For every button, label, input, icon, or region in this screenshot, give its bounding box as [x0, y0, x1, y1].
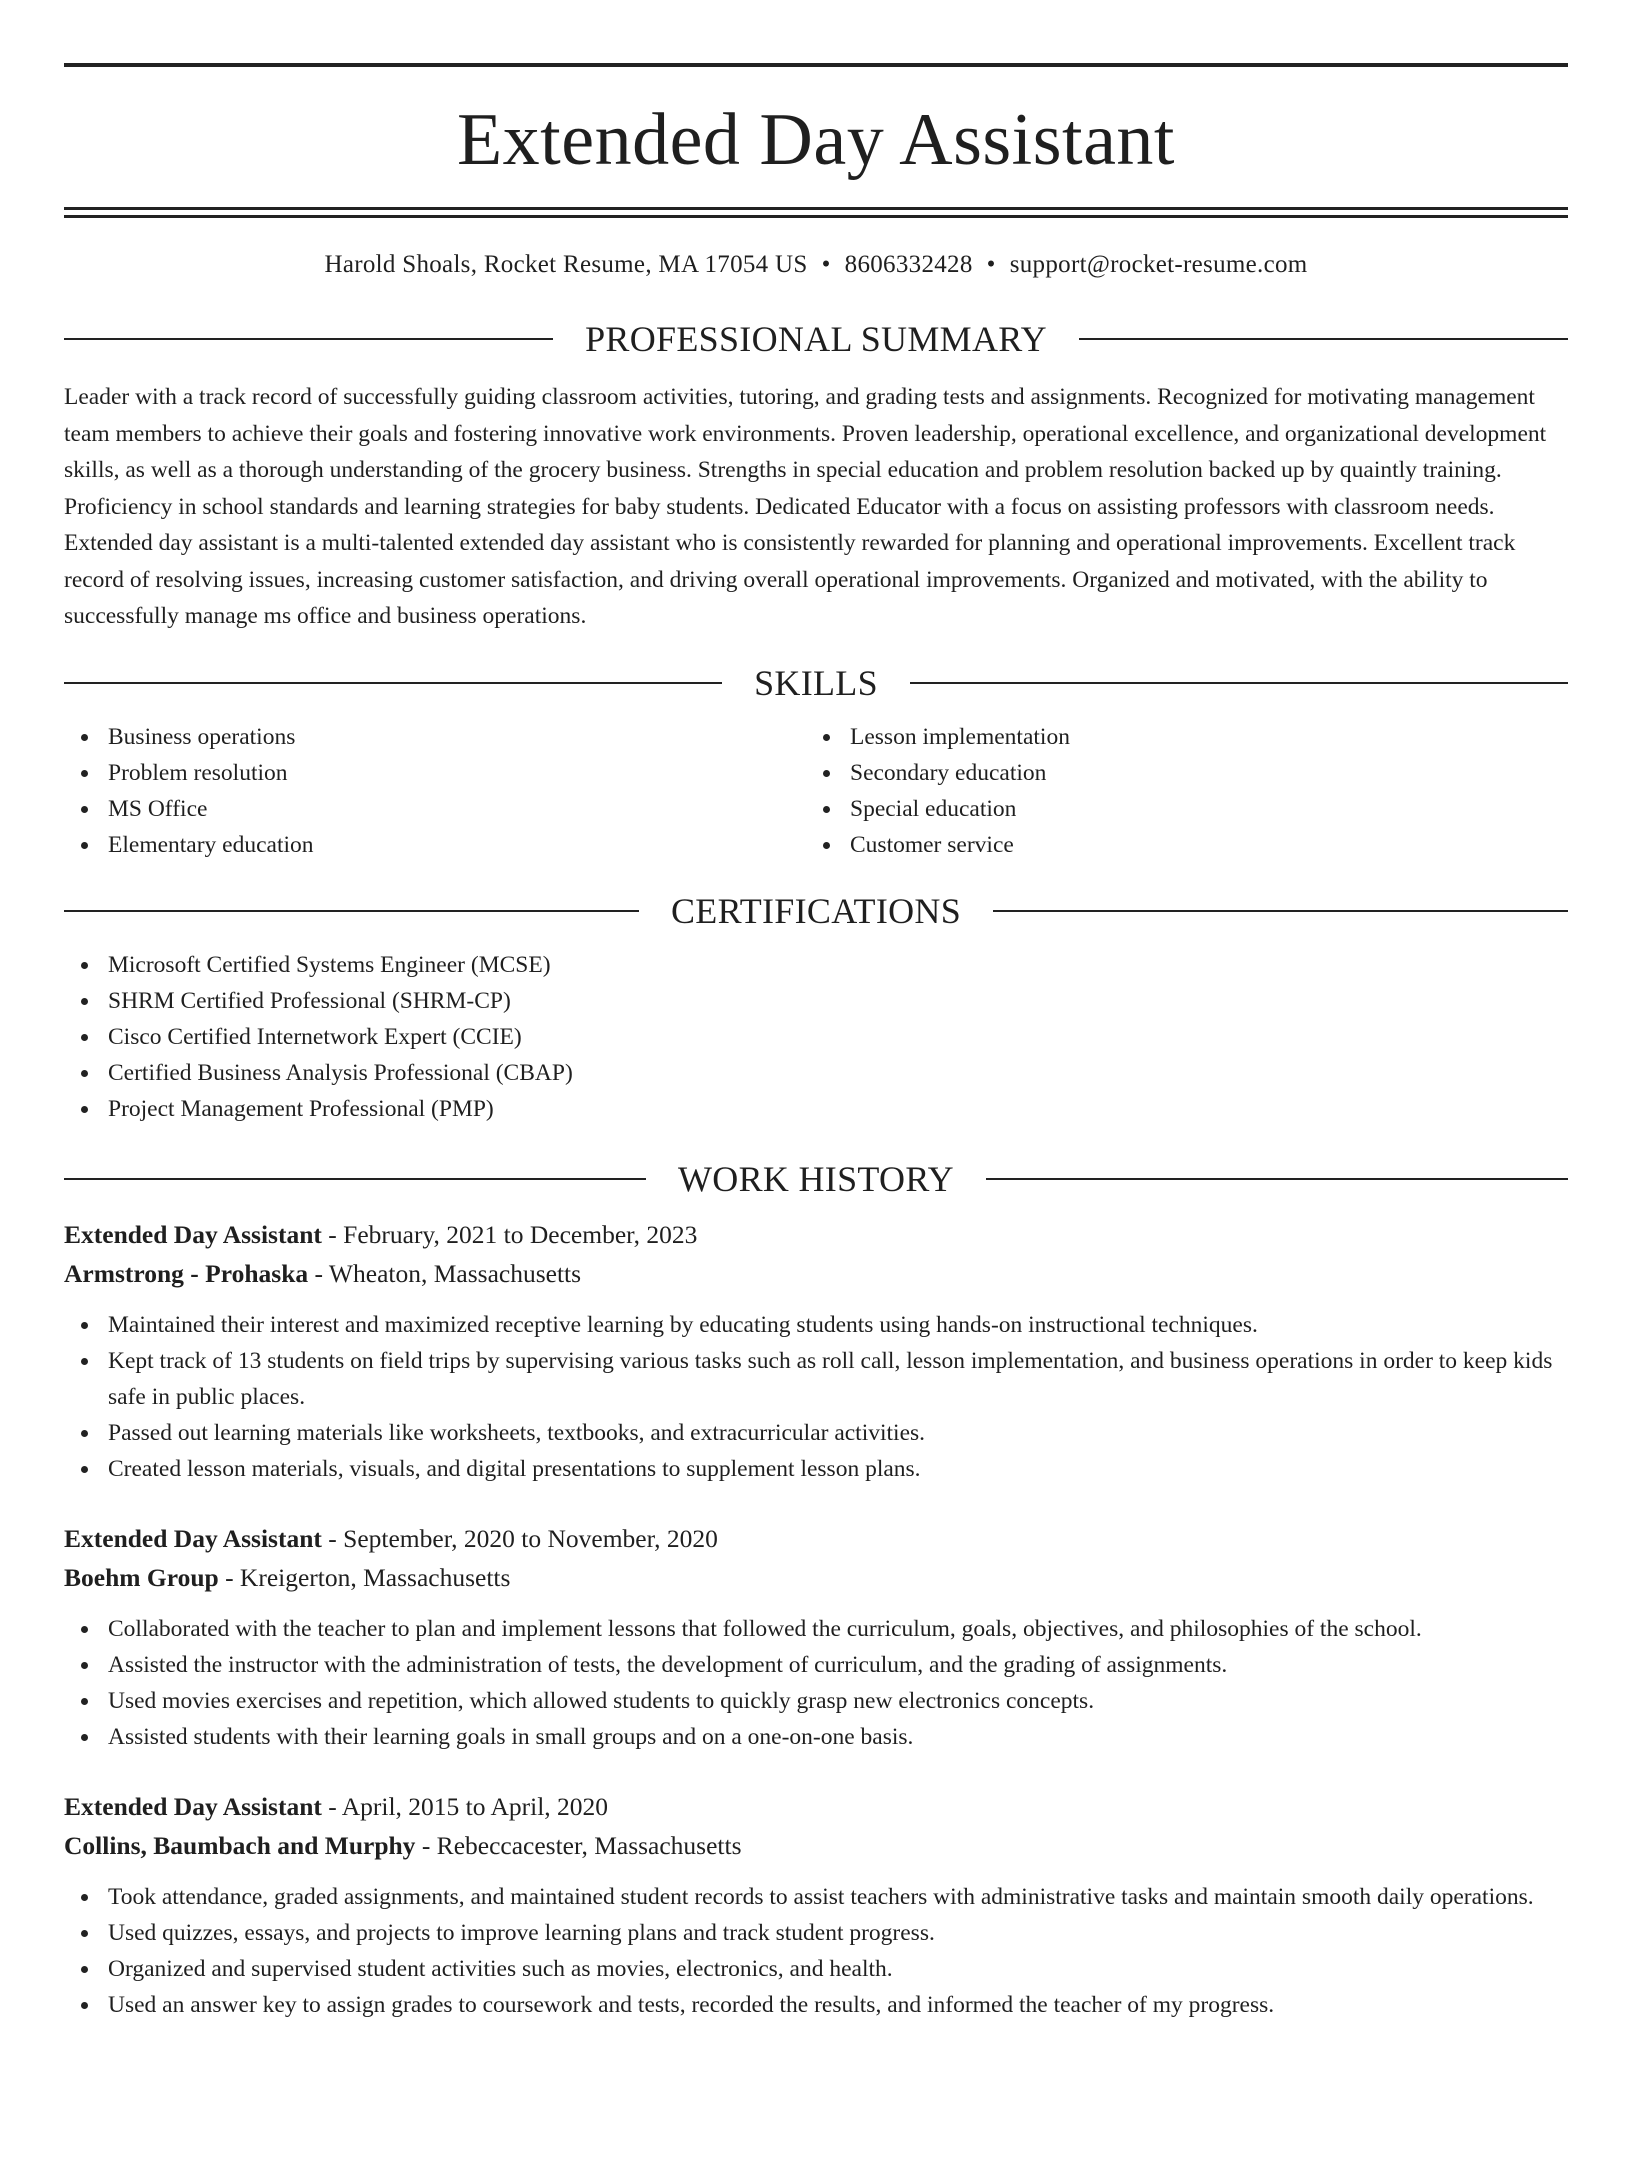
job-company-line	[64, 1254, 1568, 1293]
skill-item: Business operations	[64, 719, 806, 755]
section-header-certifications	[64, 890, 1568, 931]
job-bullet: Organized and supervised student activities such as movies, electronics, and health.	[64, 1951, 1568, 1987]
job-company-line	[64, 1826, 1568, 1865]
certification-item: Project Management Professional (PMP)	[64, 1091, 1568, 1127]
job-bullet: Used an answer key to assign grades to coursework and tests, recorded the results, and informed the teacher of my progress.	[64, 1987, 1568, 2023]
divider-line	[1079, 338, 1568, 340]
section-header-work-history	[64, 1158, 1568, 1199]
job-title-line	[64, 1519, 1568, 1558]
contact-line	[64, 252, 1568, 277]
job-bullet: Collaborated with the teacher to plan and implement lessons that followed the curriculum, goals, objectives, and philosophies of the school.	[64, 1611, 1568, 1647]
job-bullets	[64, 1611, 1568, 1755]
resume-page	[0, 63, 1632, 2175]
job-company-line	[64, 1558, 1568, 1597]
title-double-rule	[64, 207, 1568, 218]
certification-item: Cisco Certified Internetwork Expert (CCIE)	[64, 1019, 1568, 1055]
job-title-line	[64, 1215, 1568, 1254]
skill-item: Secondary education	[806, 755, 1548, 791]
job-location: - Rebeccacester, Massachusetts	[415, 1830, 742, 1860]
section-title-certifications: CERTIFICATIONS	[670, 890, 962, 931]
skill-item: Customer service	[806, 827, 1548, 863]
certification-item: Certified Business Analysis Professional (CBAP)	[64, 1055, 1568, 1091]
skills-list	[64, 719, 1568, 863]
job-dates: - February, 2021 to December, 2023	[321, 1219, 698, 1249]
job-bullet: Assisted the instructor with the administration of tests, the development of curriculum, and the grading of assignments.	[64, 1647, 1568, 1683]
job-bullet: Kept track of 13 students on field trips by supervising various tasks such as roll call, lesson implementation, and business operations in order to keep kids safe in public places.	[64, 1343, 1568, 1415]
skill-item: Problem resolution	[64, 755, 806, 791]
skill-item: Special education	[806, 791, 1548, 827]
job-dates: - April, 2015 to April, 2020	[321, 1791, 609, 1821]
job-entry	[64, 1215, 1568, 1487]
job-entry	[64, 1519, 1568, 1755]
job-company: Armstrong - Prohaska	[64, 1258, 309, 1288]
contact-email: support@rocket-resume.com	[1009, 251, 1308, 278]
divider-line	[64, 910, 639, 912]
section-title-work-history: WORK HISTORY	[678, 1158, 954, 1199]
job-location: - Wheaton, Massachusetts	[308, 1258, 582, 1288]
job-entry	[64, 1787, 1568, 2023]
job-bullet: Passed out learning materials like worksheets, textbooks, and extracurricular activities.	[64, 1415, 1568, 1451]
job-bullets	[64, 1307, 1568, 1487]
job-dates: - September, 2020 to November, 2020	[321, 1523, 718, 1553]
certifications-list	[64, 947, 1568, 1127]
divider-line	[993, 910, 1568, 912]
contact-separator: •	[986, 251, 996, 278]
section-header-summary	[64, 321, 1568, 357]
divider-line	[64, 338, 553, 340]
contact-separator: •	[821, 251, 831, 278]
job-title: Extended Day Assistant	[64, 1791, 322, 1821]
job-title: Extended Day Assistant	[64, 1523, 322, 1553]
job-bullet: Created lesson materials, visuals, and digital presentations to supplement lesson plans.	[64, 1451, 1568, 1487]
section-header-skills	[64, 662, 1568, 703]
divider-line	[64, 682, 722, 684]
job-bullet: Used movies exercises and repetition, which allowed students to quickly grasp new electronics concepts.	[64, 1683, 1568, 1719]
job-bullets	[64, 1879, 1568, 2023]
skill-item: MS Office	[64, 791, 806, 827]
skills-column-left	[64, 719, 806, 863]
certification-item: Microsoft Certified Systems Engineer (MCSE)	[64, 947, 1568, 983]
job-title-line	[64, 1787, 1568, 1826]
skill-item: Elementary education	[64, 827, 806, 863]
section-title-skills: SKILLS	[754, 662, 878, 703]
job-company: Boehm Group	[64, 1562, 219, 1592]
job-bullet: Used quizzes, essays, and projects to improve learning plans and track student progress.	[64, 1915, 1568, 1951]
contact-address: Harold Shoals, Rocket Resume, MA 17054 US	[324, 251, 808, 278]
section-title-summary: PROFESSIONAL SUMMARY	[585, 319, 1047, 359]
divider-line	[64, 1178, 646, 1180]
job-company: Collins, Baumbach and Murphy	[64, 1830, 416, 1860]
certification-item: SHRM Certified Professional (SHRM-CP)	[64, 983, 1568, 1019]
job-bullet: Assisted students with their learning goals in small groups and on a one-on-one basis.	[64, 1719, 1568, 1755]
top-rule	[64, 63, 1568, 67]
summary-text: Leader with a track record of successfully guiding classroom activities, tutoring, and grading tests and assignments. Recognized for motivating management team members to achieve their goals and fostering innovative work environments. Proven leadership, operational excellence, and organizational development skills, as well as a thorough understanding of the grocery business. Strengths in special education and problem resolution backed up by quaintly training. Proficiency in school standards and learning strategies for baby students. Dedicated Educator with a focus on assisting professors with classroom needs. Extended day assistant is a multi-talented extended day assistant who is consistently rewarded for planning and operational improvements. Excellent track record of resolving issues, increasing customer satisfaction, and driving overall operational improvements. Organized and motivated, with the ability to successfully manage ms office and business operations.	[64, 384, 1547, 629]
contact-phone: 8606332428	[844, 251, 973, 278]
divider-line	[986, 1178, 1568, 1180]
job-title: Extended Day Assistant	[64, 1219, 322, 1249]
job-bullet: Maintained their interest and maximized receptive learning by educating students using hands-on instructional techniques.	[64, 1307, 1568, 1343]
divider-line	[910, 682, 1568, 684]
job-location: - Kreigerton, Massachusetts	[218, 1562, 511, 1592]
skill-item: Lesson implementation	[806, 719, 1548, 755]
resume-title: Extended Day Assistant	[456, 99, 1175, 181]
skills-column-right	[806, 719, 1548, 863]
job-bullet: Took attendance, graded assignments, and maintained student records to assist teachers with administrative tasks and maintain smooth daily operations.	[64, 1879, 1568, 1915]
